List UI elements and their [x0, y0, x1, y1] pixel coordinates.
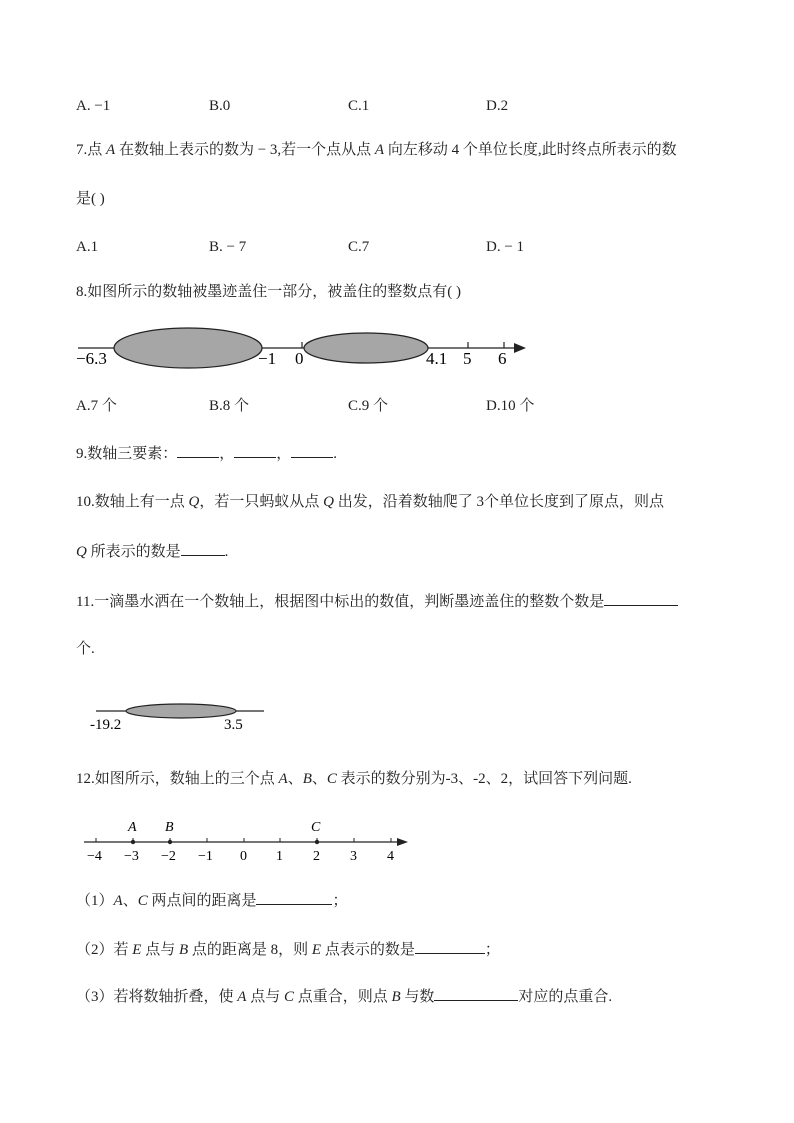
q10-text-4: 所表示的数是 [86, 544, 181, 560]
label-4.1: 4.1 [426, 349, 448, 368]
q12-sub3-var-c: C [283, 989, 294, 1005]
label-zero: 0 [295, 349, 304, 368]
q12-sub1-text-2: 两点间的距离是 [147, 893, 257, 909]
q12-sub3-text-4: 与数 [400, 989, 435, 1005]
q9-answer-blank-3[interactable] [291, 443, 333, 458]
q11-answer-blank[interactable] [604, 591, 678, 606]
ink-blot-left [114, 328, 262, 368]
q10-stem-line2 [76, 541, 228, 562]
q12-var-c: C [326, 771, 337, 787]
q10-answer-blank[interactable] [181, 541, 225, 556]
q8-option-c[interactable]: C.9 个 [348, 398, 389, 414]
label-neg-1: −1 [258, 349, 277, 368]
ink-blot-right [304, 333, 428, 363]
label-neg-6.3: −6.3 [76, 349, 107, 368]
axis-arrow [397, 838, 408, 846]
q10-text-2: ，若一只蚂蚁从点 [199, 494, 324, 510]
q12-sub1-text-1: （1） [76, 893, 114, 909]
q10-text-1: 10.数轴上有一点 [76, 494, 189, 510]
q12-sub3-text-5: 对应的点重合. [518, 989, 613, 1005]
tick-label: −3 [124, 849, 139, 864]
q12-sub2-text-2: 点与 [141, 942, 179, 958]
tick-label: −2 [161, 849, 176, 864]
q12-sub2-text-4: 点表示的数是 [321, 942, 415, 958]
q12-text-1: 12.如图所示，数轴上的三个点 [76, 771, 279, 787]
q12-sub3-var-b: B [391, 989, 401, 1005]
q10-var-q: Q [76, 544, 87, 560]
q12-sep: 、 [287, 771, 303, 787]
q12-sub1-var-a: A [113, 893, 123, 909]
q12-sub2-text-1: （2）若 [76, 942, 133, 958]
label-five: 5 [463, 349, 472, 368]
q7-var-a: A [374, 142, 385, 158]
point-c [315, 840, 319, 844]
q12-sub2-text-3: 点的距离是 8，则 [188, 942, 312, 958]
q11-stem [76, 591, 678, 612]
q12-sub2-var-e: E [132, 942, 142, 958]
q9-answer-blank-1[interactable] [177, 443, 219, 458]
q11-number-line-figure [86, 696, 276, 736]
q12-sub-1 [76, 890, 348, 911]
q8-option-d[interactable]: D.10 个 [486, 398, 535, 414]
q12-sub2-var-b: B [178, 942, 189, 958]
q9-end: . [333, 446, 338, 462]
q7-text-1: 7.点 [76, 142, 107, 158]
ink-blot [126, 704, 236, 718]
q8-number-line-figure [70, 322, 540, 372]
axis-arrow [514, 343, 526, 353]
q12-sub-2 [76, 939, 500, 960]
point-b [168, 840, 172, 844]
q7-stem [76, 140, 677, 160]
q7-option-b[interactable]: B. − 7 [209, 239, 247, 255]
q10-text-3: 出发，沿着数轴爬了 3个单位长度到了原点，则点 [333, 494, 664, 510]
q12-sub1-end: ； [332, 893, 348, 909]
point-b-label: B [165, 820, 174, 835]
point-a-label: A [128, 820, 137, 835]
q10-var-q: Q [188, 494, 200, 510]
q12-text-2: 表示的数分别为-3、-2、2，试回答下列问题. [336, 771, 632, 787]
label-3.5: 3.5 [224, 717, 243, 733]
q12-sub3-text-2: 点与 [246, 989, 284, 1005]
q12-sub1-var-c: C [137, 893, 148, 909]
q9-stem [76, 443, 337, 464]
label-neg-19.2: -19.2 [90, 717, 122, 733]
q10-end: . [224, 544, 229, 560]
q12-sub3-var-a: A [237, 989, 247, 1005]
q6-option-a[interactable]: A. −1 [76, 98, 111, 114]
q9-sep: ， [219, 446, 235, 462]
q8-stem: 8.如图所示的数轴被墨迹盖住一部分，被盖住的整数点有( ) [76, 284, 461, 300]
q12-sub2-var-e: E [311, 942, 322, 958]
tick-label: 3 [350, 849, 357, 864]
q12-sep: 、 [311, 771, 327, 787]
tick-label: 2 [313, 849, 320, 864]
q7-option-d[interactable]: D. − 1 [486, 239, 525, 255]
point-c-label: C [311, 820, 321, 835]
q9-sep: ， [276, 446, 292, 462]
q9-answer-blank-2[interactable] [234, 443, 276, 458]
q9-text: 9.数轴三要素： [76, 446, 178, 462]
q12-sub-3 [76, 986, 612, 1007]
q6-option-c[interactable]: C.1 [348, 98, 370, 114]
q7-text-2: 在数轴上表示的数为 − 3,若一个点从点 [115, 142, 375, 158]
q12-sub1-answer-blank[interactable] [256, 890, 332, 905]
q12-number-line-figure [80, 814, 420, 868]
q7-var-a: A [106, 142, 116, 158]
q7-option-a[interactable]: A.1 [76, 239, 99, 255]
q6-option-b[interactable]: B.0 [209, 98, 231, 114]
q12-sub3-text-3: 点重合，则点 [293, 989, 392, 1005]
q10-stem [76, 492, 664, 512]
tick-label: −1 [198, 849, 213, 864]
q12-sub2-end: ； [484, 942, 500, 958]
tick-label: 4 [387, 849, 394, 864]
q7-stem-line2: 是( ) [76, 191, 105, 207]
q7-text-3: 向左移动 4 个单位长度,此时终点所表示的数 [384, 142, 677, 158]
tick-label: 0 [240, 849, 247, 864]
q7-option-c[interactable]: C.7 [348, 239, 370, 255]
label-six: 6 [498, 349, 507, 368]
q12-sub1-sep: 、 [122, 893, 138, 909]
q11-stem-line2: 个. [76, 641, 95, 657]
q6-option-d[interactable]: D.2 [486, 98, 509, 114]
q12-var-a: A [278, 771, 288, 787]
q10-var-q: Q [323, 494, 334, 510]
point-a [131, 840, 135, 844]
q12-sub2-answer-blank[interactable] [415, 939, 485, 954]
q8-option-b[interactable]: B.8 个 [209, 398, 250, 414]
q11-text: 11.一滴墨水洒在一个数轴上，根据图中标出的数值，判断墨迹盖住的整数个数是 [76, 594, 605, 610]
q12-stem [76, 769, 632, 789]
tick-label: −4 [87, 849, 102, 864]
q12-sub3-text-1: （3）若将数轴折叠，使 [76, 989, 238, 1005]
q12-var-b: B [302, 771, 312, 787]
q12-sub3-answer-blank[interactable] [434, 986, 518, 1001]
q8-option-a[interactable]: A.7 个 [76, 398, 117, 414]
tick-label: 1 [276, 849, 283, 864]
